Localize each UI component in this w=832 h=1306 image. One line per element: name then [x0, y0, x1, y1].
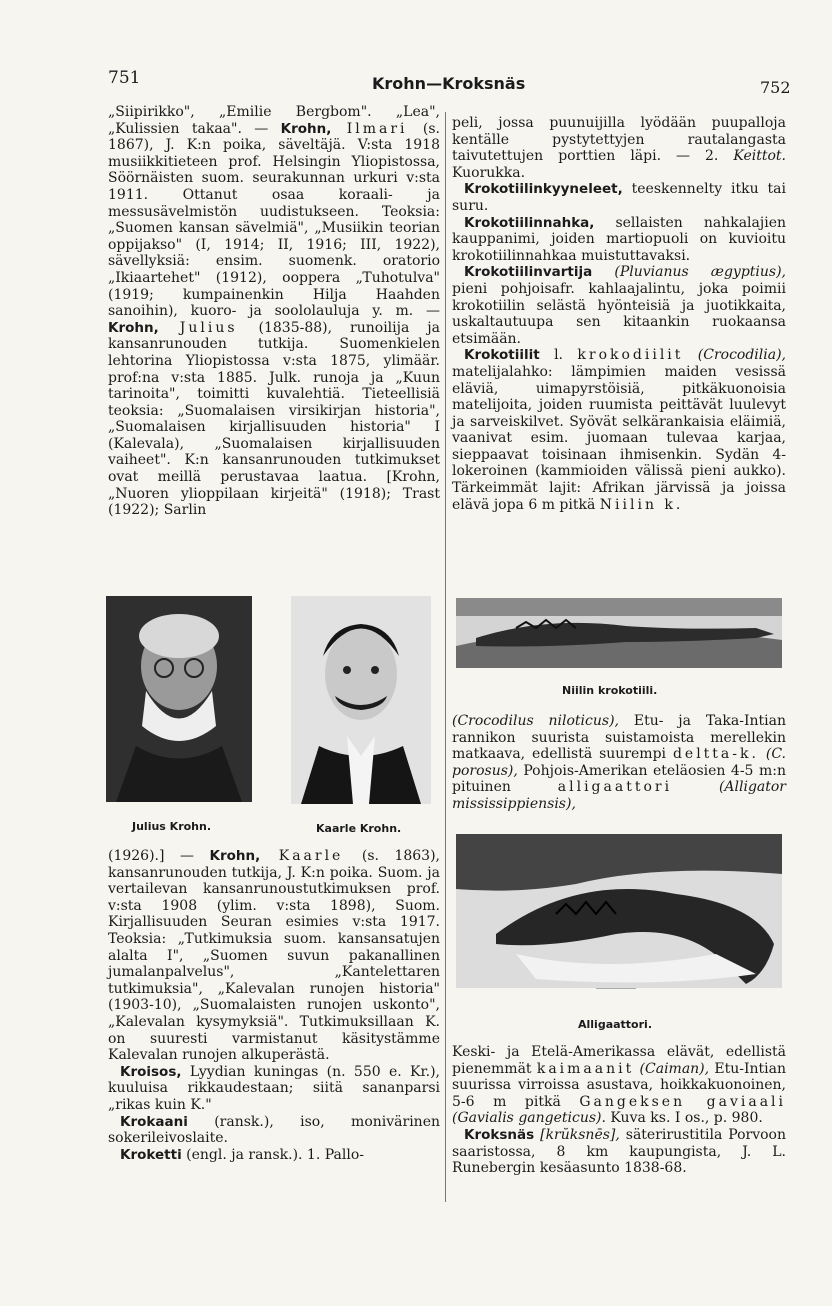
- left-column-top: [108, 104, 440, 519]
- entry-krokotiilinkyyneleet: Krokotiilinkyyneleet, teeskennelty itku tai suru.: [452, 181, 786, 214]
- entry-krohn-ilmari-julius: „Siipirikko", „Emilie Bergbom". „Lea", „Kulissien takaa". — Krohn, Ilmari (s. 1867), J. K:n poika, säveltäjä. V:sta 1918 musiikkitieteen prof. Helsingin Yliopistossa, Söörnäisten suom. seurakunnan urkuri v:sta 1911. Ottanut osaa koraali- ja messusävelmistön uudistukseen. Teoksia: „Suomen kansan sävelmiä", „Musiikin teorian oppijakso" (I, 1914; II, 1916; III, 1922), sävellyksiä: ensim. suomenk. oratorio „Ikiaartehet" (1912), ooppera „Tuhotulva" (1919; kumpainenkin Hilja Haahden sanoihin), kuoro- ja soololauluja y. m. — Krohn, Julius (1835-88), runoilija ja kansanrunouden tutkija. Suomenkielen lehtorina Yliopistossa v:sta 1875, ylimäär. prof:na v:sta 1885. Julk. runoja ja „Kuun tarinoita", toimitti kuvalehtiä. Tieteellisiä teoksia: „Suomalaisen virsikirjan historia", „Suomalaisen kirjallisuuden historia" I (Kalevala), „Suomalaisen kirjallisuuden vaiheet". K:n kansanrunouden tutkimukset ovat meillä perustavaa laatua. [Krohn, „Nuoren ylioppilaan kirjeitä" (1918); Trast (1922); Sarlin: [108, 104, 440, 519]
- page-number-right: 752: [760, 78, 791, 97]
- illustration-alligator: [456, 834, 782, 988]
- separator-rule: [596, 988, 636, 989]
- entry-krokotiilit: Krokotiilit l. krokodiilit (Crocodilia), matelijalahko: lämpimien maiden vesissä eläviä, uimapyrstöisiä, pitkäkuonoisia matelijoita, joiden ruumista peittävät luulevyt ja sarveiskilvet. Syövät selkärankaisia eläimiä, vaanivat esim. juomaan tulevaa karjaa, sieppaavat toisinaan ihmisenkin. Sydän 4-lokeroinen (kammioiden välissä pieni aukko). Tärkeimmät lajit: Afrikan järvissä ja joissa elävä jopa 6 m pitkä Niilin k.: [452, 347, 787, 513]
- portrait-julius-krohn: [106, 596, 252, 802]
- caption-nile-crocodile: Niilin krokotiili.: [562, 684, 658, 697]
- page-number-left: 751: [108, 68, 141, 88]
- entry-krokotiilit-cont: (Crocodilus niloticus), Etu- ja Taka-Intian rannikon suurista suistamoista merellekin matkaava, edellistä suurempi deltta-k. (C. porosus), Pohjois-Amerikan eteläosien 4-5 m:n pituinen alligaattori (Alligator mississippiensis),: [452, 713, 787, 812]
- right-column-bottom: [452, 1044, 786, 1177]
- caption-kaarle-krohn: Kaarle Krohn.: [316, 822, 402, 835]
- entry-kroketti: Kroketti (engl. ja ransk.). 1. Pallo-: [120, 1146, 364, 1163]
- caption-julius-krohn: Julius Krohn.: [132, 820, 212, 833]
- column-divider: [445, 112, 446, 1202]
- page-header: [0, 62, 832, 102]
- entry-krohn-kaarle: (1926).] — Krohn, Kaarle (s. 1863), kansanrunouden tutkija, J. K:n poika. Suom. ja vertailevan kansanrunoustutkimuksen prof. v:sta 1908 (ylim. v:sta 1898), Suom. Kirjallisuuden Seuran esimies v:sta 1917. Teoksia: „Tutkimuksia suom. kansansatujen alalta I", „Suomen suvun pakanallinen jumalanpalvelus", „Kantelettaren tutkimuksia", „Kalevalan runojen historia"(1903-10), „Suomalaisten runojen uskonto", „Kalevalan kysymyksiä". Tutkimuksillaan K. on suuresti varmistanut käsitystämme Kalevalan runojen alkuperästä.: [108, 848, 441, 1064]
- right-column-middle: [452, 713, 786, 813]
- entry-krokaani: Krokaani (ransk.), iso, monivärinen sokerileivoslaite.: [108, 1113, 440, 1147]
- portrait-kaarle-krohn: [291, 596, 431, 804]
- entry-kroksnas: Kroksnäs [krŭksnēs], säterirustitila Porvoon saaristossa, 8 km kaupungista, J. L. Runebergin kesäasunto 1838-68.: [452, 1126, 786, 1177]
- entry-krokotiilit-cont-2: Keski- ja Etelä-Amerikassa elävät, edellistä pienemmät kaimaanit (Caiman), Etu-Intian suurissa virroissa asustava, hoikkakuonoinen, 5-6 m pitkä Gangeksen gaviaali (Gavialis gangeticus). Kuva ks. I os., p. 980.: [452, 1044, 786, 1127]
- caption-alligator: Alligaattori.: [578, 1018, 652, 1031]
- entry-kroketti-cont: peli, jossa puunuijilla lyödään puupalloja kentälle pystytettyjen rautalangasta taivutettujen porttien läpi. — 2. Keittot. Kuorukka.: [452, 115, 786, 181]
- entry-krokotiilinvartija: Krokotiilinvartija (Pluvianus ægyptius), pieni pohjoisafr. kahlaajalintu, joka poimii krokotiilin selästä hyönteisiä ja juotikkaita, uskaltautuupa sen kitaankin ruokaansa etsimään.: [452, 264, 786, 347]
- right-column-top: [452, 115, 786, 513]
- entry-kroisos: Kroisos, Lyydian kuningas (n. 550 e. Kr.), kuuluisa rikkaudestaan; siitä sananparsi „rikas kuin K.": [108, 1063, 440, 1113]
- running-title: Krohn—Kroksnäs: [372, 74, 526, 93]
- left-column-bottom: [108, 848, 440, 1163]
- illustration-nile-crocodile: [456, 598, 782, 668]
- entry-krokotiilinnahka: Krokotiilinnahka, sellaisten nahkalajien kauppanimi, joiden martiopuoli on kuvioitu krokotiilinnahkaa muistuttavaksi.: [452, 214, 786, 264]
